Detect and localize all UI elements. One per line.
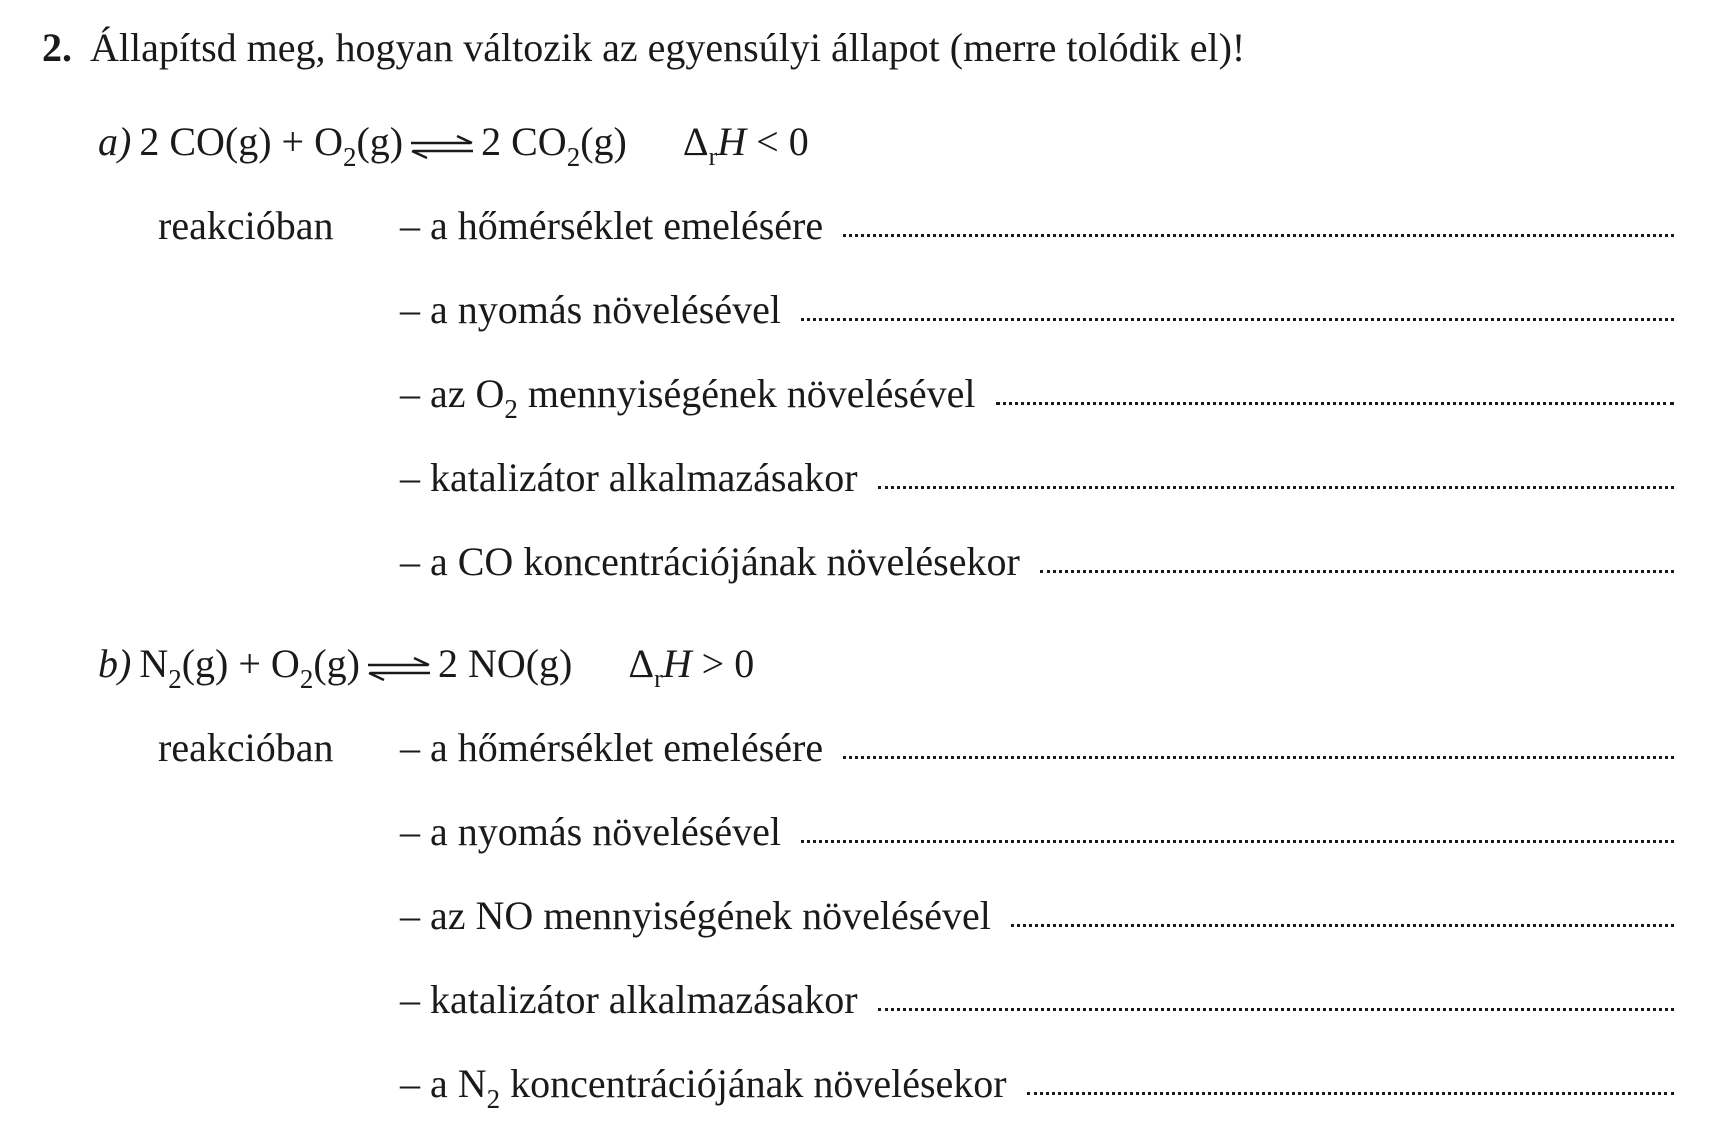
answer-row-b-1: [400, 725, 1674, 770]
reaction-a-products-state: (g): [580, 119, 627, 164]
delta-symbol: Δ: [628, 641, 655, 686]
subscript: 2: [566, 142, 581, 172]
reaction-b-reactants-mid: (g) + O: [181, 641, 300, 686]
equilibrium-arrow-icon: [366, 648, 432, 688]
answer-row-a-5: [400, 539, 1674, 584]
subscript: 2: [299, 664, 314, 694]
answer-row-b-5: [400, 1061, 1674, 1114]
answer-row-b-2: [400, 809, 1674, 854]
answer-blank[interactable]: [996, 401, 1674, 405]
reaction-a-products: 2 CO: [481, 119, 567, 164]
reaction-a-equation: [98, 119, 809, 172]
answer-blank[interactable]: [1027, 1091, 1674, 1095]
answer-row-a-3: [400, 371, 1674, 424]
enthalpy-condition: > 0: [691, 641, 755, 686]
question-number: 2.: [42, 25, 72, 70]
question-title: [42, 25, 1246, 70]
answer-blank[interactable]: [843, 233, 1674, 237]
part-b-label: b): [98, 641, 132, 686]
delta-symbol: Δ: [682, 119, 709, 164]
answer-blank[interactable]: [878, 485, 1674, 489]
subscript: 2: [342, 142, 357, 172]
answer-row-b-3: [400, 893, 1674, 938]
answer-prompt: – a nyomás növelésével: [400, 809, 781, 854]
answer-prompt: – katalizátor alkalmazásakor: [400, 977, 858, 1022]
reaction-a-reactants-state: (g): [356, 119, 404, 164]
answer-prompt: – katalizátor alkalmazásakor: [400, 455, 858, 500]
answer-prompt: – az $O_2$ mennyiségének növelésével: [400, 371, 976, 424]
reaction-a-reactants: 2 CO(g) + O: [139, 119, 343, 164]
answer-prompt: – a hőmérséklet emelésére: [400, 725, 824, 770]
subscript: r: [654, 664, 663, 693]
reakcioban-label-b: reakcióban: [158, 725, 334, 770]
reaction-b-reactants: N: [139, 641, 169, 686]
answer-blank[interactable]: [801, 317, 1674, 321]
answer-blank[interactable]: [1011, 923, 1674, 927]
answer-row-a-4: [400, 455, 1674, 500]
enthalpy-condition: < 0: [746, 119, 809, 164]
answer-blank[interactable]: [801, 839, 1674, 843]
subscript: 2: [168, 664, 182, 694]
reaction-b-products: 2 NO(g): [437, 641, 573, 686]
answer-blank[interactable]: [1040, 569, 1674, 573]
answer-blank[interactable]: [843, 755, 1674, 759]
question-text: Állapítsd meg, hogyan változik az egyensúlyi állapot (merre tolódik el)!: [90, 25, 1246, 70]
reaction-b-reactants-state: (g): [313, 641, 360, 686]
enthalpy-symbol: H: [717, 119, 747, 164]
answer-prompt: – a nyomás növelésével: [400, 287, 781, 332]
answer-row-a-1: [400, 203, 1674, 248]
answer-prompt: – a hőmérséklet emelésére: [400, 203, 824, 248]
answer-blank[interactable]: [878, 1007, 1674, 1011]
equilibrium-arrow-icon: [409, 126, 475, 166]
reaction-b-equation: [98, 641, 755, 694]
part-a-label: a): [98, 119, 132, 164]
answer-prompt: – az NO mennyiségének növelésével: [400, 893, 991, 938]
answer-prompt: – a $N_2$ koncentrációjának növelésekor: [400, 1061, 1007, 1114]
reakcioban-label-a: reakcióban: [158, 203, 334, 248]
answer-prompt: – a CO koncentrációjának növelésekor: [400, 539, 1020, 584]
answer-row-a-2: [400, 287, 1674, 332]
answer-row-b-4: [400, 977, 1674, 1022]
subscript: r: [708, 142, 718, 171]
enthalpy-symbol: H: [662, 641, 692, 686]
